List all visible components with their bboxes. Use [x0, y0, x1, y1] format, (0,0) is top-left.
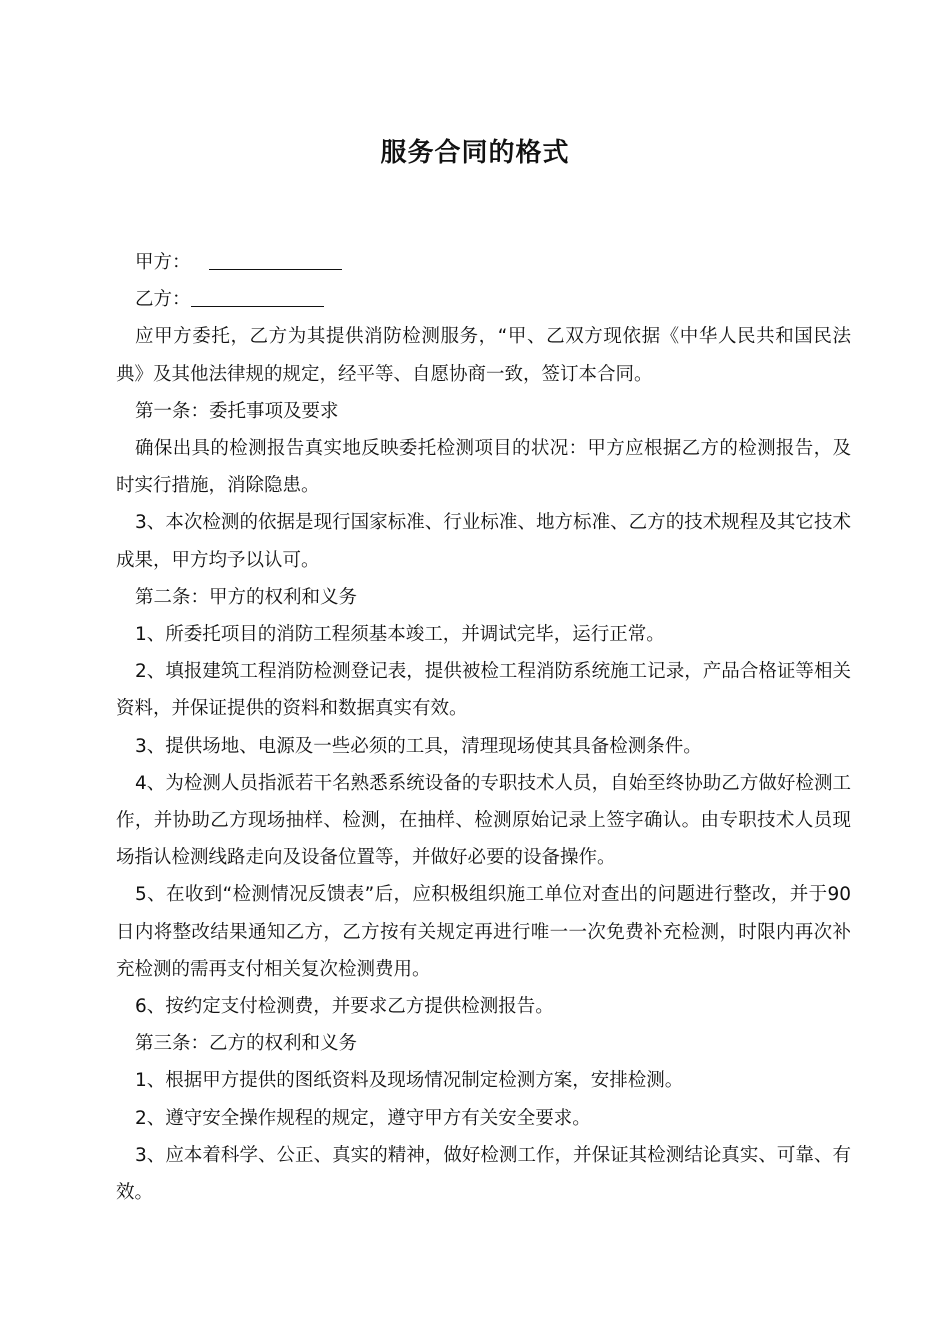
paragraph: 2、填报建筑工程消防检测登记表，提供被检工程消防系统施工记录，产品合格证等相关资料，并保证提供的资料和数据真实有效。 — [116, 661, 851, 720]
paragraph: 3、应本着科学、公正、真实的精神，做好检测工作，并保证其检测结论真实、可靠、有效。 — [116, 1144, 851, 1204]
paragraph: 1、根据甲方提供的图纸资料及现场情况制定检测方案，安排检测。 — [135, 1070, 684, 1092]
party-a-label: 甲方： — [135, 252, 191, 273]
section-heading: 第二条：甲方的权利和义务 — [135, 586, 358, 608]
paragraph: 3、本次检测的依据是现行国家标准、行业标准、地方标准、乙方的技术规程及其它技术成果，甲方均予以认可。 — [116, 512, 851, 571]
party-b-label: 乙方： — [135, 289, 191, 311]
paragraph: 4、为检测人员指派若干名熟悉系统设备的专职技术人员，自始至终协助乙方做好检测工作，并协助乙方现场抽样、检测，在抽样、检测原始记录上签字确认。由专职技术人员现场指认检测线路走向及设备位置等，并做好必要的设备操作。 — [116, 772, 851, 869]
party-b-line — [116, 281, 851, 318]
document-title: 服务合同的格式 — [380, 138, 570, 168]
party-a-blank — [209, 247, 342, 270]
party-b-blank — [191, 284, 324, 307]
paragraph: 确保出具的检测报告真实地反映委托检测项目的状况：甲方应根据乙方的检测报告，及时实行措施，消除隐患。 — [116, 438, 851, 497]
section-heading: 第三条：乙方的权利和义务 — [135, 1033, 358, 1055]
paragraph: 1、所委托项目的消防工程须基本竣工，并调试完毕，运行正常。 — [135, 624, 665, 646]
document-body — [116, 244, 851, 1211]
paragraph: 6、按约定支付检测费，并要求乙方提供检测报告。 — [135, 996, 554, 1018]
section-heading: 第一条：委托事项及要求 — [135, 400, 339, 422]
party-a-line — [116, 244, 851, 281]
paragraph: 5、在收到“检测情况反馈表”后，应积极组织施工单位对查出的问题进行整改，并于90日内将整改结果通知乙方，乙方按有关规定再进行唯一一次免费补充检测，时限内再次补充检测的需再支付相关复次检测费用。 — [116, 884, 851, 980]
paragraph: 3、提供场地、电源及一些必须的工具，清理现场使其具备检测条件。 — [135, 735, 702, 757]
paragraph: 应甲方委托，乙方为其提供消防检测服务，“甲、乙双方现依据《中华人民共和国民法典》及其他法律规的规定，经平等、自愿协商一致，签订本合同。 — [116, 326, 851, 385]
paragraph: 2、遵守安全操作规程的规定，遵守甲方有关安全要求。 — [135, 1107, 591, 1129]
